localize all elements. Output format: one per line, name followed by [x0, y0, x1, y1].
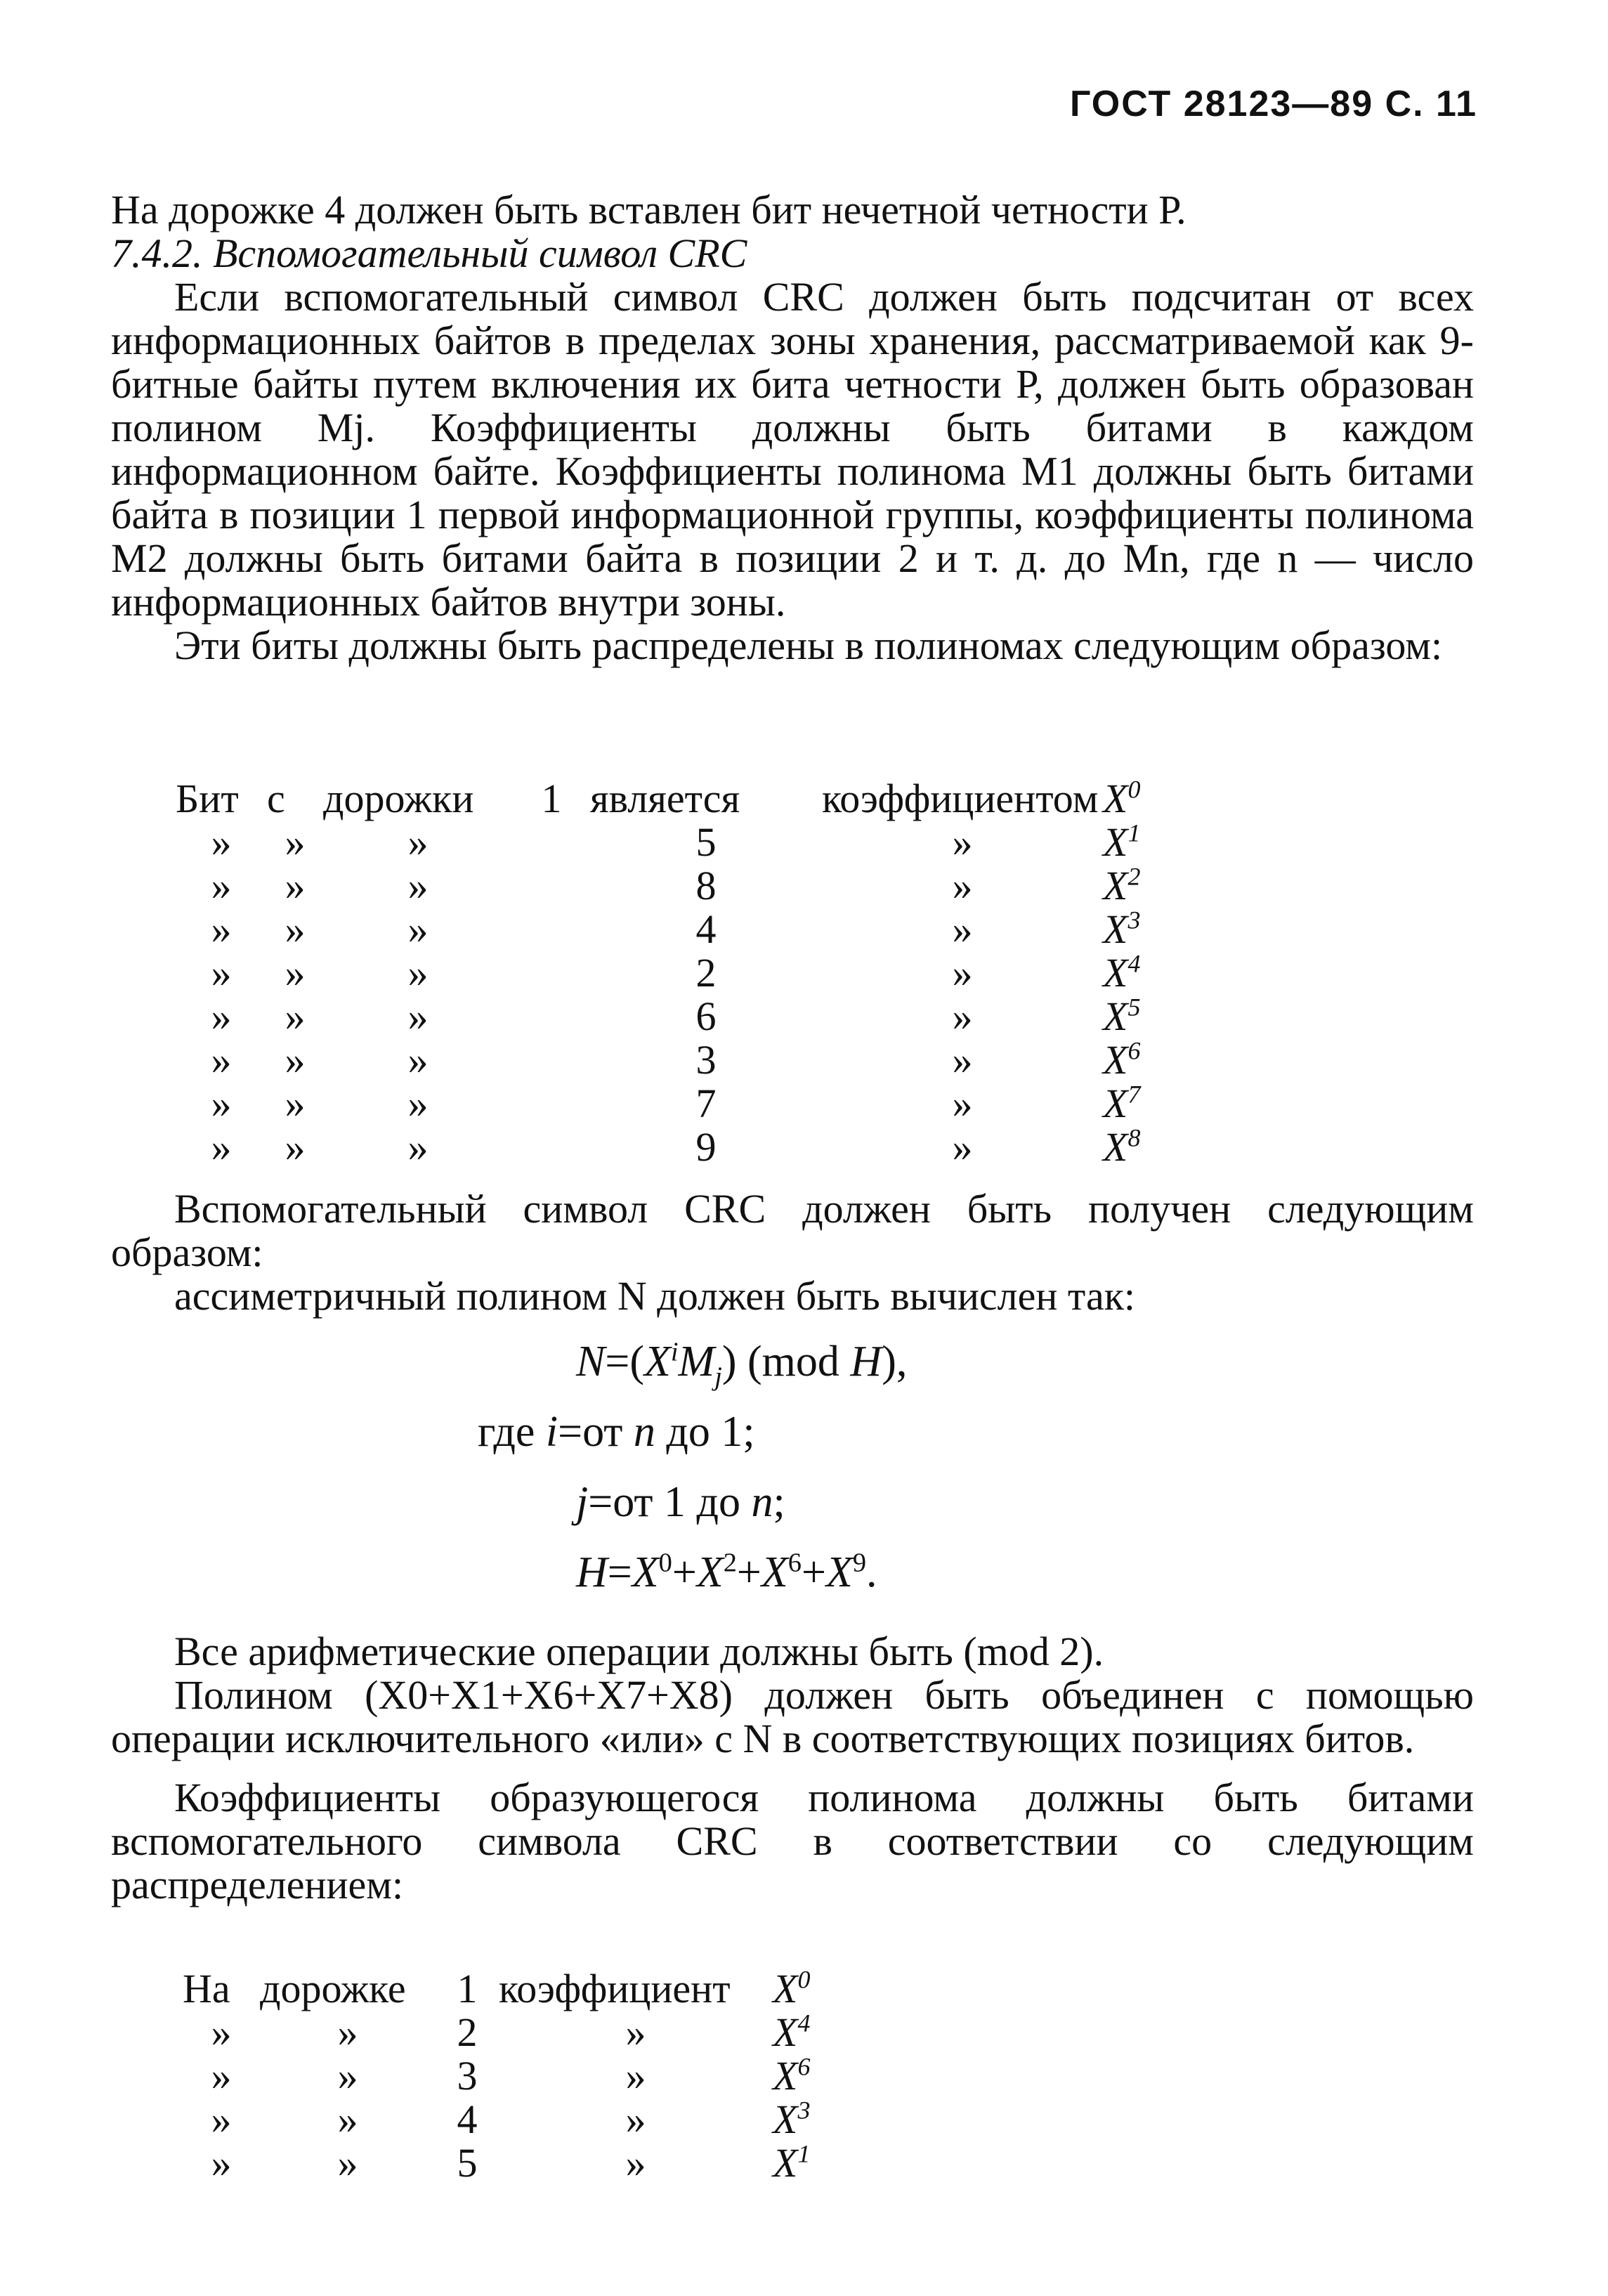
- ditto-mark: »: [211, 950, 232, 996]
- track-number: 5: [695, 819, 717, 865]
- track-number: 3: [695, 1037, 717, 1083]
- ditto-mark: »: [285, 993, 306, 1039]
- formula-main: $N=(X^iM_j)$ (mod H),: [576, 1337, 908, 1392]
- table-row: [183, 2011, 871, 2054]
- track4-line: На дорожке 4 должен быть вставлен бит нечетной четности Р.: [111, 187, 1187, 233]
- power-cell: $X^8$: [1103, 1123, 1141, 1170]
- ditto-mark: »: [952, 950, 973, 996]
- ditto-mark: »: [211, 1124, 232, 1170]
- formula-j: j=от 1 до n;: [576, 1478, 785, 1526]
- paragraph-1: Если вспомогательный символ CRC должен быть подсчитан от всех информационных байтов в пределах зоны хранения, рассматриваемой как 9-битные байты путем включения их бита четности Р, должен быть образован полином Mj. Коэффициенты должны быть битами в каждом информационном байте. Коэффициенты полинома M1 должны быть битами байта в позиции 1 первой информационной группы, коэффициенты полинома M2 должны быть битами байта в позиции 2 и т. д. до Mn, где n — число информационных байтов внутри зоны.: [111, 274, 1474, 625]
- bit-distribution-table: [176, 777, 1145, 1169]
- ditto-mark: »: [285, 819, 306, 865]
- ditto-mark: »: [285, 1081, 306, 1126]
- text-block-bottom: [111, 1630, 1474, 1907]
- track-number: 2: [457, 2009, 478, 2055]
- table-row: [176, 995, 1145, 1038]
- track-number: 7: [695, 1081, 717, 1126]
- col-is: является: [590, 776, 740, 821]
- col-coef: коэффициентом: [822, 776, 1099, 821]
- ditto-mark: »: [285, 1124, 306, 1170]
- track-number: 2: [695, 950, 717, 996]
- ditto-mark: »: [407, 906, 429, 952]
- ditto-mark: »: [407, 950, 429, 996]
- ditto-mark: »: [337, 2096, 358, 2142]
- col-bit: Бит: [176, 776, 239, 821]
- page-header: ГОСТ 28123—89 С. 11: [1069, 84, 1477, 124]
- col-num: 1: [457, 1966, 478, 2011]
- power-cell: $X^6$: [773, 2052, 811, 2099]
- ditto-mark: »: [337, 2009, 358, 2055]
- ditto-mark: »: [625, 2053, 646, 2099]
- ditto-mark: »: [211, 1081, 232, 1126]
- power-cell: $X^6$: [1103, 1036, 1141, 1083]
- ditto-mark: »: [211, 2009, 232, 2055]
- col-track: дорожке: [260, 1966, 406, 2011]
- track-number: 3: [457, 2053, 478, 2099]
- power-cell: $X^5$: [1103, 993, 1141, 1039]
- ditto-mark: »: [285, 950, 306, 996]
- ditto-mark: »: [337, 2053, 358, 2099]
- power-cell: $X^3$: [1103, 906, 1141, 952]
- table-row: [176, 951, 1145, 995]
- table-row: [176, 1126, 1145, 1169]
- table-row: [176, 864, 1145, 908]
- ditto-mark: »: [211, 863, 232, 908]
- ditto-mark: »: [211, 2140, 232, 2186]
- ditto-mark: »: [211, 1037, 232, 1083]
- col-s: с: [267, 776, 285, 821]
- track-number: 8: [695, 863, 717, 908]
- track-number: 5: [457, 2140, 478, 2186]
- col-track: дорожки: [323, 776, 474, 821]
- track-number: 6: [695, 993, 717, 1039]
- text-block-top: [111, 188, 1474, 667]
- paragraph-7: Коэффициенты образующегося полинома должны быть битами вспомогательного символа CRC в соответствии со следующим распределением:: [111, 1775, 1474, 1907]
- ditto-mark: »: [407, 819, 429, 865]
- ditto-mark: »: [337, 2140, 358, 2186]
- power-cell: $X^2$: [1103, 862, 1141, 908]
- ditto-mark: »: [407, 863, 429, 908]
- power-cell: $X^1$: [773, 2139, 811, 2186]
- power-cell: $X^1$: [1103, 818, 1141, 865]
- text-block-middle: [111, 1187, 1474, 1318]
- ditto-mark: »: [952, 1037, 973, 1083]
- ditto-mark: »: [407, 993, 429, 1039]
- ditto-mark: »: [407, 1037, 429, 1083]
- ditto-mark: »: [285, 1037, 306, 1083]
- paragraph-4: ассиметричный полином N должен быть вычислен так:: [174, 1273, 1135, 1319]
- crc-distribution-table: [183, 1967, 871, 2185]
- ditto-mark: »: [952, 1081, 973, 1126]
- ditto-mark: »: [211, 2096, 232, 2142]
- ditto-mark: »: [407, 1081, 429, 1126]
- paragraph-2: Эти биты должны быть распределены в полиномах следующим образом:: [174, 622, 1443, 668]
- track-number: 9: [695, 1124, 717, 1170]
- ditto-mark: »: [211, 2053, 232, 2099]
- table-row: [176, 1082, 1145, 1126]
- ditto-mark: »: [952, 1124, 973, 1170]
- table-row: [176, 1038, 1145, 1082]
- power-cell: $X^7$: [1103, 1080, 1141, 1126]
- paragraph-5: Все арифметические операции должны быть (mod 2).: [174, 1629, 1104, 1674]
- power-cell: $X^3$: [773, 2096, 811, 2142]
- section-title: 7.4.2. Вспомогательный символ CRC: [111, 230, 747, 276]
- track-number: 4: [695, 906, 717, 952]
- col-num: 1: [541, 776, 562, 821]
- ditto-mark: »: [211, 906, 232, 952]
- ditto-mark: »: [285, 863, 306, 908]
- power-cell: $X^4$: [773, 2009, 811, 2055]
- ditto-mark: »: [407, 1124, 429, 1170]
- table-row: [183, 2098, 871, 2141]
- power-cell: $X^4$: [1103, 949, 1141, 996]
- track-number: 4: [457, 2096, 478, 2142]
- formula-where-i: где i=от n до 1;: [478, 1408, 755, 1456]
- table-row: [183, 1967, 871, 2011]
- col-na: На: [183, 1966, 230, 2011]
- ditto-mark: »: [211, 819, 232, 865]
- paragraph-3: Вспомогательный символ CRC должен быть получен следующим образом:: [111, 1186, 1474, 1275]
- col-power: $X^0$: [773, 1965, 811, 2011]
- ditto-mark: »: [285, 906, 306, 952]
- col-power: $X^0$: [1103, 775, 1141, 821]
- formula-h: $H=X^0+X^2+X^6+X^9$.: [576, 1548, 877, 1596]
- ditto-mark: »: [625, 2096, 646, 2142]
- table-row: [183, 2141, 871, 2185]
- ditto-mark: »: [952, 863, 973, 908]
- ditto-mark: »: [211, 993, 232, 1039]
- table-row: [176, 777, 1145, 821]
- ditto-mark: »: [625, 2140, 646, 2186]
- table-row: [183, 2054, 871, 2098]
- ditto-mark: »: [952, 819, 973, 865]
- paragraph-6: Полином (X0+X1+X6+X7+X8) должен быть объединен с помощью операции исключительного «или» с N в соответствующих позициях битов.: [111, 1672, 1474, 1761]
- col-coef: коэффициент: [499, 1966, 731, 2011]
- ditto-mark: »: [625, 2009, 646, 2055]
- table-row: [176, 908, 1145, 951]
- ditto-mark: »: [952, 993, 973, 1039]
- table-row: [176, 821, 1145, 864]
- ditto-mark: »: [952, 906, 973, 952]
